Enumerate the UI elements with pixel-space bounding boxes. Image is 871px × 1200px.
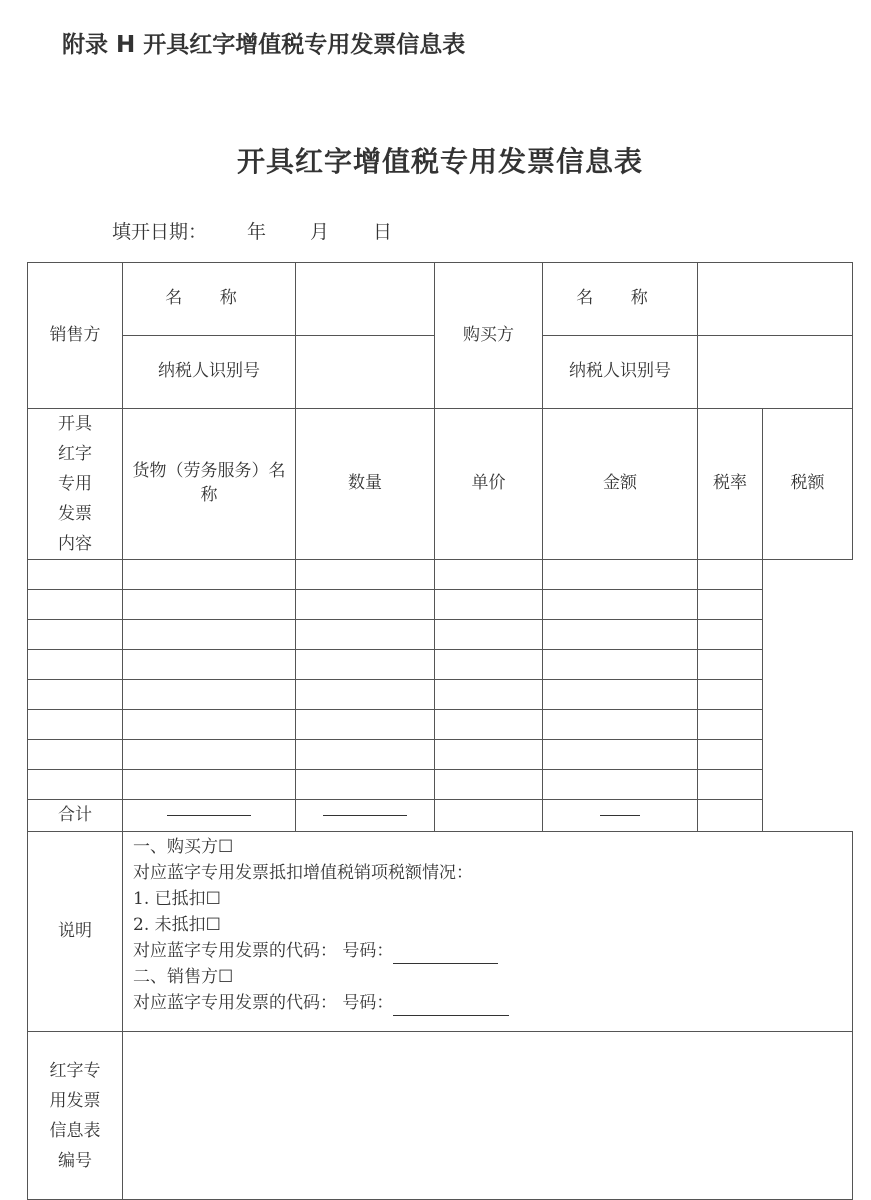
seller-label: 销售方 (28, 263, 123, 409)
item-row (28, 770, 853, 800)
buyer-tax-id-label: 纳税人识别号 (543, 336, 698, 409)
note-deducted[interactable]: 1. 已抵扣☐ (133, 888, 221, 909)
note-not-deducted[interactable]: 2. 未抵扣☐ (133, 914, 221, 935)
item-cell[interactable] (435, 560, 543, 590)
item-cell[interactable] (698, 770, 763, 800)
item-row (28, 560, 853, 590)
item-cell[interactable] (435, 680, 543, 710)
item-cell[interactable] (296, 650, 435, 680)
item-cell[interactable] (435, 710, 543, 740)
header-tax-rate: 税率 (698, 409, 763, 560)
info-number-label: 红字专 用发票 信息表 编号 (28, 1032, 123, 1200)
item-cell[interactable] (296, 680, 435, 710)
date-month: 月 (310, 221, 330, 243)
header-tax-amount: 税额 (763, 409, 853, 560)
total-rate-dash (543, 800, 698, 832)
seller-name-field[interactable] (296, 263, 435, 336)
note-buyer-code-line: 对应蓝字专用发票的代码： 号码： (133, 938, 852, 964)
header-amount: 金额 (543, 409, 698, 560)
item-cell[interactable] (28, 680, 123, 710)
item-cell[interactable] (123, 650, 296, 680)
info-number-field[interactable] (123, 1032, 853, 1200)
item-cell[interactable] (543, 680, 698, 710)
item-row (28, 680, 853, 710)
seller-code-input[interactable] (393, 997, 509, 1016)
item-cell[interactable] (543, 710, 698, 740)
item-cell[interactable] (123, 770, 296, 800)
header-goods-name: 货物（劳务服务）名称 (123, 409, 296, 560)
appendix-heading: 附录 H 开具红字增值税专用发票信息表 (62, 32, 466, 58)
item-row (28, 620, 853, 650)
item-cell[interactable] (123, 620, 296, 650)
item-cell[interactable] (543, 560, 698, 590)
item-cell[interactable] (435, 650, 543, 680)
buyer-name-label: 名 称 (543, 263, 698, 336)
item-cell[interactable] (28, 770, 123, 800)
item-cell[interactable] (698, 680, 763, 710)
item-cell[interactable] (435, 770, 543, 800)
note-buyer[interactable]: 一、购买方☐ (133, 836, 234, 857)
total-quantity-dash (123, 800, 296, 832)
item-cell[interactable] (543, 650, 698, 680)
total-tax-field[interactable] (698, 800, 763, 832)
item-cell[interactable] (296, 770, 435, 800)
total-price-dash (296, 800, 435, 832)
item-cell[interactable] (698, 620, 763, 650)
date-label: 填开日期： (112, 221, 208, 243)
item-row (28, 710, 853, 740)
item-cell[interactable] (28, 560, 123, 590)
seller-tax-id-field[interactable] (296, 336, 435, 409)
notes-content (123, 832, 853, 1032)
item-cell[interactable] (296, 590, 435, 620)
header-quantity: 数量 (296, 409, 435, 560)
item-cell[interactable] (296, 740, 435, 770)
item-cell[interactable] (698, 560, 763, 590)
buyer-tax-id-field[interactable] (698, 336, 853, 409)
item-cell[interactable] (435, 590, 543, 620)
invoice-content-label: 开具 红字 专用 发票 内容 (28, 409, 123, 560)
red-invoice-table (27, 262, 853, 1200)
form-title: 开具红字增值税专用发票信息表 (236, 145, 643, 178)
date-day: 日 (373, 221, 393, 243)
item-cell[interactable] (123, 590, 296, 620)
item-cell[interactable] (435, 740, 543, 770)
buyer-code-input[interactable] (393, 945, 498, 964)
item-cell[interactable] (435, 620, 543, 650)
item-cell[interactable] (543, 590, 698, 620)
note-seller[interactable]: 二、销售方☐ (133, 966, 234, 987)
item-cell[interactable] (296, 620, 435, 650)
item-cell[interactable] (543, 740, 698, 770)
seller-tax-id-label: 纳税人识别号 (123, 336, 296, 409)
total-label: 合计 (28, 800, 123, 832)
note-seller-code-line: 对应蓝字专用发票的代码： 号码： (133, 990, 852, 1016)
item-cell[interactable] (698, 740, 763, 770)
item-row (28, 740, 853, 770)
item-cell[interactable] (28, 620, 123, 650)
item-cell[interactable] (28, 590, 123, 620)
item-cell[interactable] (296, 560, 435, 590)
buyer-name-field[interactable] (698, 263, 853, 336)
seller-name-label: 名 称 (123, 263, 296, 336)
date-year: 年 (247, 221, 267, 243)
item-cell[interactable] (698, 710, 763, 740)
item-cell[interactable] (28, 710, 123, 740)
item-cell[interactable] (123, 680, 296, 710)
item-row (28, 650, 853, 680)
item-cell[interactable] (543, 620, 698, 650)
fill-date (112, 217, 436, 244)
item-cell[interactable] (698, 590, 763, 620)
item-cell[interactable] (296, 710, 435, 740)
item-cell[interactable] (28, 740, 123, 770)
buyer-label: 购买方 (435, 263, 543, 409)
item-cell[interactable] (123, 710, 296, 740)
header-unit-price: 单价 (435, 409, 543, 560)
item-cell[interactable] (123, 740, 296, 770)
item-cell[interactable] (123, 560, 296, 590)
note-deduction-status: 对应蓝字专用发票抵扣增值税销项税额情况： (133, 862, 473, 883)
item-cell[interactable] (28, 650, 123, 680)
notes-label: 说明 (28, 832, 123, 1032)
item-row (28, 590, 853, 620)
total-amount-field[interactable] (435, 800, 543, 832)
item-cell[interactable] (698, 650, 763, 680)
item-cell[interactable] (543, 770, 698, 800)
